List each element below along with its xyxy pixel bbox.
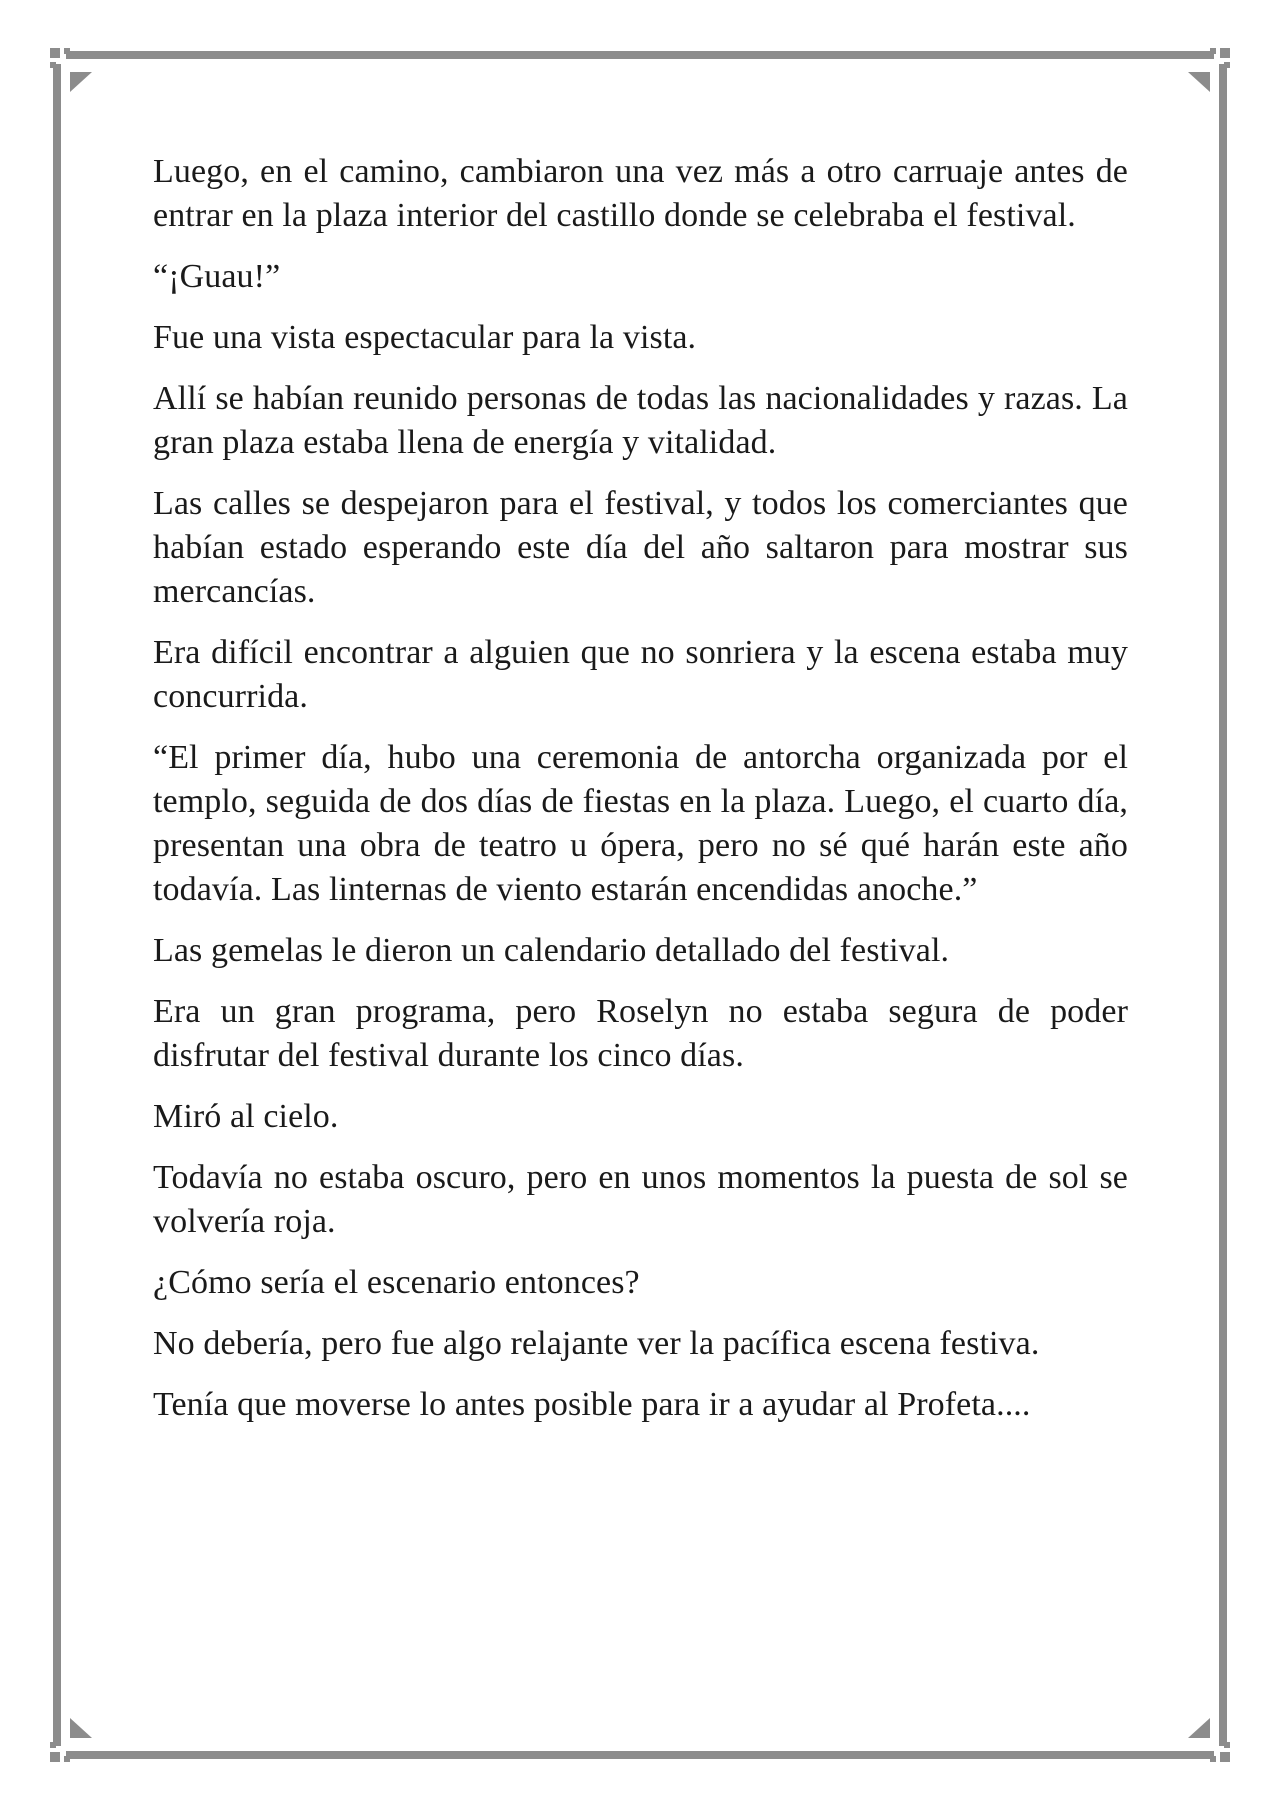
paragraph: No debería, pero fue algo relajante ver la pacífica escena festiva.: [153, 1325, 1040, 1362]
paragraph: Allí se habían reunido personas de todas las nacionalidades y razas. La gran plaza estaba llena de energía y vitalidad.: [153, 380, 1128, 461]
paragraph: Era un gran programa, pero Roselyn no estaba segura de poder disfrutar del festival durante los cinco días.: [153, 993, 1128, 1074]
paragraph: Todavía no estaba oscuro, pero en unos momentos la puesta de sol se volvería roja.: [153, 1159, 1128, 1240]
paragraph: Luego, en el camino, cambiaron una vez más a otro carruaje antes de entrar en la plaza interior del castillo donde se celebraba el festival.: [153, 153, 1128, 234]
paragraph: “¡Guau!”: [153, 258, 281, 295]
paragraph: Miró al cielo.: [153, 1098, 339, 1135]
paragraph: Tenía que moverse lo antes posible para ir a ayudar al Profeta....: [153, 1386, 1031, 1423]
paragraph: Era difícil encontrar a alguien que no sonriera y la escena estaba muy concurrida.: [153, 634, 1128, 715]
paragraph: ¿Cómo sería el escenario entonces?: [153, 1264, 640, 1301]
paragraph: Las gemelas le dieron un calendario detallado del festival.: [153, 932, 950, 969]
paragraph: Las calles se despejaron para el festival, y todos los comerciantes que habían estado esperando este día del año saltaron para mostrar sus mercancías.: [153, 485, 1128, 610]
paragraph: “El primer día, hubo una ceremonia de antorcha organizada por el templo, seguida de dos días de fiestas en la plaza. Luego, el cuarto día, presentan una obra de teatro u ópera, pero no sé qué harán este año todavía. Las linternas de viento estarán encendidas anoche.”: [153, 739, 1128, 908]
page-body: [153, 150, 1128, 1444]
paragraph: Fue una vista espectacular para la vista.: [153, 319, 697, 356]
